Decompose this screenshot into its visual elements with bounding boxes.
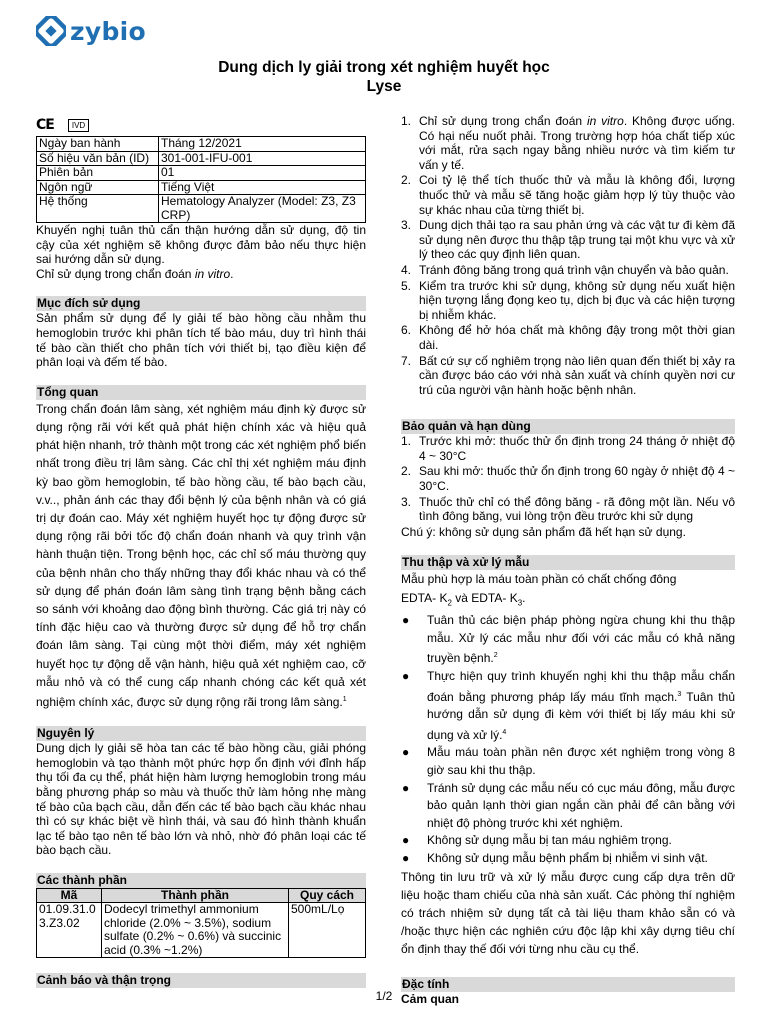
intro-ivd-note xyxy=(36,267,366,282)
document-info-table xyxy=(36,136,366,223)
bullet-icon: ● xyxy=(402,780,410,795)
list-text: Thuốc thử chỉ có thể đông băng - rã đông một lần. Nếu vô tình đông băng, vui lòng trộn đều trước khi sử dụng xyxy=(419,494,735,524)
list-item xyxy=(401,173,735,217)
collection-intro xyxy=(401,570,735,612)
title-line-1: Dung dịch ly giải trong xét nghiệm huyết học xyxy=(218,59,550,76)
warnings-list xyxy=(401,114,735,397)
title-line-2: Lyse xyxy=(366,78,402,95)
component-name: Dodecyl trimethyl ammonium chloride (2.0% ~ 3.5%), sodium sulfate (0.2% ~ 0.6%) và succinic acid (0.3% ~1.2%) xyxy=(102,903,289,958)
table-row xyxy=(37,903,366,958)
list-number: 6. xyxy=(401,323,412,338)
overview-text xyxy=(36,400,366,711)
bullet-ref: 4 xyxy=(502,728,507,736)
components-table xyxy=(36,888,366,959)
info-key: Hệ thống xyxy=(37,195,159,223)
storage-note: Chú ý: không sử dụng sản phẩm đã hết hạn sử dụng. xyxy=(401,524,686,539)
list-item xyxy=(401,464,735,493)
collection-edta-b: và EDTA- K xyxy=(451,590,518,605)
list-text xyxy=(427,668,735,744)
column-header: Quy cách xyxy=(289,888,366,903)
list-text: Không để hở hóa chất mà không đậy trong một thời gian dài. xyxy=(419,323,735,352)
list-item xyxy=(401,744,735,779)
list-text: Mẫu máu toàn phần nên được xét nghiệm trong vòng 8 giờ sau khi thu thập. xyxy=(427,745,735,777)
warning-em: in vitro xyxy=(586,114,624,128)
info-value: 301-001-IFU-001 xyxy=(159,151,366,166)
document-title xyxy=(0,58,768,96)
ivd-mark-icon: IVD xyxy=(68,119,89,132)
list-text: Dung dịch thải tạo ra sau phản ứng và các vật tư đi kèm đã sử dụng nên được thu thập tập trung tại một khu vực và xử lý theo các quy định liên quan. xyxy=(419,218,735,262)
info-value: Hematology Analyzer (Model: Z3, Z3 CRP) xyxy=(159,195,366,223)
column-header: Mã xyxy=(37,888,102,903)
list-text: Không sử dụng mẫu bệnh phẩm bị nhiễm vi sinh vật. xyxy=(427,850,708,865)
table-header-row xyxy=(37,888,366,903)
right-column xyxy=(401,114,735,1006)
intro-text: Khuyến nghị tuân thủ cẩn thận hướng dẫn sử dụng, độ tin cậy của xét nghiệm sẽ không được đảm bảo nếu thực hiện sai hướng dẫn sử dụng. xyxy=(36,223,366,267)
list-number: 3. xyxy=(401,218,412,233)
list-item xyxy=(401,780,735,833)
overview-body: Trong chẩn đoán lâm sàng, xét nghiệm máu định kỳ được sử dụng rộng rãi với kết quả phát hiện chính xác và hiệu quả phát hiện nhanh, trở thành một trong các xét nghiệm phổ biến nhất trong điều trị lâm sàng. Các chỉ thị xét nghiệm máu định kỳ bao gồm hemoglobin, tế bào hồng cầu, tế bào bạch cầu, v.v.., phản ánh các thay đổi bệnh lý của bệnh nhân và có giá trị dự đoán cao. Máy xét nghiệm huyết học tự động được sử dụng rộng rãi bởi tốc độ chẩn đoán nhanh và quy trình vận hành thuận tiện. Trong bệnh học, các chỉ số máu thường quy của bệnh nhân cho thấy những thay đổi khác nhau và có thể sử dụng để phán đoán lâm sàng tình trạng bệnh bằng cách so sánh với khoảng dao động bình thường. Các giá trị này có tính đặc hiệu cao và thường được sử dụng để hỗ trợ chẩn đoán lâm sàng. Tại cùng một thời điểm, máy xét nghiệm huyết học tự động dễ vận hành, hiệu quả xét nghiệm cao, cỡ mẫu nhỏ và có thể cung cấp nhanh chóng các kết quả xét nghiệm chính xác, được sử dụng rộng rãi trong lâm sàng. xyxy=(36,401,366,709)
list-text: Trước khi mở: thuốc thử ổn định trong 24 tháng ở nhiệt độ 4 ~ 30°C xyxy=(419,434,735,463)
list-text: Kiểm tra trước khi sử dụng, không sử dụng nếu xuất hiện hiện tượng lắng đọng keo tụ, dịch bị đục và các hiện tượng bị nhiễm khác. xyxy=(419,278,735,322)
column-header: Thành phần xyxy=(102,888,289,903)
list-item xyxy=(401,434,735,463)
table-row xyxy=(37,137,366,152)
bullet-icon: ● xyxy=(402,669,410,684)
warning-pre: Chỉ sử dụng trong chẩn đoán xyxy=(419,114,587,128)
bullet-text: Thực hiện quy trình khuyến nghị khi thu thập mẫu chẩn đoán bằng phương pháp lấy máu tĩnh mạch. xyxy=(427,669,735,704)
list-text: Tránh sử dụng các mẫu nếu có cục máu đông, mẫu được bảo quản lạnh thời gian ngắn cần phải để cân bằng với nhiệt độ phòng trước khi xét nghiệm. xyxy=(427,780,735,830)
section-heading-overview: Tổng quan xyxy=(36,385,366,400)
bullet-icon: ● xyxy=(402,850,410,865)
ce-mark-icon: CE xyxy=(36,116,54,133)
zybio-logo xyxy=(36,16,146,46)
list-number: 4. xyxy=(401,262,412,277)
storage-list xyxy=(401,434,735,524)
section-heading-components: Các thành phần xyxy=(36,873,366,888)
section-heading-principle: Nguyên lý xyxy=(36,726,366,741)
collection-closing: Thông tin lưu trữ và xử lý mẫu được cung cấp dựa trên dữ liệu hoặc tham chiếu của nhà sản xuất. Các phòng thí nghiệm có trách nhiệm sử dụng tất cả tài liệu tham khảo sẵn có và /hoặc thực hiện các nghiên cứu độc lập khi xây dựng tiêu chí ổn định thay thế đối với từng nhu cầu cụ thể. xyxy=(401,869,735,957)
table-row xyxy=(37,180,366,195)
info-key: Ngày ban hành xyxy=(37,137,159,152)
info-key: Ngôn ngữ xyxy=(37,180,159,195)
info-value: Tháng 12/2021 xyxy=(159,137,366,152)
brand-name: zybio xyxy=(70,16,146,46)
list-item xyxy=(401,323,735,352)
list-item xyxy=(401,279,735,323)
bullet-ref: 3 xyxy=(677,690,682,698)
table-row xyxy=(37,166,366,181)
collection-bullets xyxy=(401,612,735,867)
collection-edta-c: . xyxy=(522,590,526,605)
list-item xyxy=(401,832,735,850)
bullet-icon: ● xyxy=(402,745,410,760)
list-number: 7. xyxy=(401,353,412,368)
zybio-logo-icon xyxy=(36,16,66,46)
bullet-text: Tuân thủ hướng dẫn sử dụng đi kèm với thiết bị lấy máu khi sử dụng và xử lý. xyxy=(427,689,735,742)
table-row xyxy=(37,195,366,223)
list-item xyxy=(401,612,735,668)
list-item xyxy=(401,218,735,262)
list-text xyxy=(419,114,735,172)
list-item xyxy=(401,668,735,744)
overview-ref: 1 xyxy=(342,696,347,703)
characteristics-subheading: Cảm quan xyxy=(401,991,460,1006)
list-number: 2. xyxy=(401,173,412,188)
list-number: 5. xyxy=(401,278,412,293)
left-column xyxy=(36,116,366,988)
list-text: Bất cứ sự cố nghiêm trọng nào liên quan đến thiết bị xảy ra cần được báo cáo với nhà sản xuất và chính quyền nơi cư trú của người vận hành hoặc bệnh nhân. xyxy=(419,353,735,397)
section-heading-warnings: Cảnh báo và thận trọng xyxy=(36,973,366,988)
list-number: 2. xyxy=(401,464,412,479)
intro-ivd-post: . xyxy=(230,266,234,281)
section-heading-storage: Bảo quản và hạn dùng xyxy=(401,419,735,434)
regulatory-marks xyxy=(36,116,366,134)
collection-intro-line1: Mẫu phù hợp là máu toàn phần có chất chống đông xyxy=(401,572,677,587)
warning-post: . Không được uống. Có hại nếu nuốt phải. Trong trường hợp hóa chất tiếp xúc với mắt, rửa sạch ngay bằng nhiều nước và tìm kiếm tư vấn y tế. xyxy=(419,114,736,172)
collection-edta-a: EDTA- K xyxy=(401,590,448,605)
list-text: Coi tỷ lệ thể tích thuốc thử và mẫu là không đổi, lượng thuốc thử và mẫu sẽ tăng hoặc giảm hợp lý tùy thuộc vào sự khác nhau của từng thiết bị. xyxy=(419,173,735,217)
bullet-text: Tuân thủ các biện pháp phòng ngừa chung khi thu thập mẫu. Xử lý các mẫu như đối với các mẫu có khả năng truyền bệnh. xyxy=(427,613,735,666)
collection-edta-sub2: 3 xyxy=(517,598,523,608)
list-text: Sau khi mở: thuốc thử ổn định trong 60 ngày ở nhiệt độ 4 ~ 30°C. xyxy=(419,464,735,494)
list-text: Tránh đông băng trong quá trình vận chuyển và bảo quản. xyxy=(419,262,729,277)
section-heading-characteristics: Đặc tính xyxy=(401,977,735,992)
info-key: Phiên bản xyxy=(37,166,159,181)
table-row xyxy=(37,151,366,166)
component-spec: 500mL/Lọ xyxy=(289,903,366,958)
intro-ivd-pre: Chỉ sử dụng trong chẩn đoán xyxy=(36,266,195,281)
list-item xyxy=(401,495,735,524)
purpose-text: Sản phẩm sử dụng để ly giải tế bào hồng cầu nhằm thu hemoglobin trước khi phân tích tế bào máu, duy trì hình thái tế bào cần thiết cho phân tích với thiết bị, tạo điều kiện để phân loại và đếm tế bào. xyxy=(36,311,366,370)
list-text xyxy=(427,612,735,668)
principle-text: Dung dịch ly giải sẽ hòa tan các tế bào hồng cầu, giải phóng hemoglobin và tạo thành một phức hợp ổn định với đỉnh hấp thụ tối đa cụ thể, phát hiện hàm lượng hemoglobin trong máu bằng phương pháp so màu và thuốc thử làm hỏng nhẹ màng tế bào của bạch cầu, dẫn đến các tế bào bạch cầu khác nhau thì có sự khác biệt về hình thái, và sau đó hình thành khuẩn lạc tế bào tạo nên tế bào lớn và nhỏ, nhờ đó phân loại các tế bào bạch cầu. xyxy=(36,741,366,858)
intro-ivd-em: in vitro xyxy=(194,266,231,281)
list-item xyxy=(401,850,735,868)
bullet-ref: 2 xyxy=(493,652,498,660)
bullet-icon: ● xyxy=(402,833,410,848)
collection-edta-sub1: 2 xyxy=(447,598,452,608)
bullet-icon: ● xyxy=(402,613,410,628)
list-item xyxy=(401,114,735,172)
section-heading-purpose: Mục đích sử dụng xyxy=(36,296,366,311)
list-number: 1. xyxy=(401,434,412,449)
list-number: 3. xyxy=(401,494,412,509)
page-number: 1/2 xyxy=(375,989,393,1003)
list-number: 1. xyxy=(401,114,412,128)
list-text: Không sử dụng mẫu bị tan máu nghiêm trọng. xyxy=(427,833,672,848)
component-code: 01.09.31.03.Z3.02 xyxy=(37,903,102,958)
list-item xyxy=(401,263,735,278)
section-heading-collection: Thu thập và xử lý mẫu xyxy=(401,555,735,570)
info-value: 01 xyxy=(159,166,366,181)
info-value: Tiếng Việt xyxy=(159,180,366,195)
info-key: Số hiệu văn bản (ID) xyxy=(37,151,159,166)
list-item xyxy=(401,354,735,398)
